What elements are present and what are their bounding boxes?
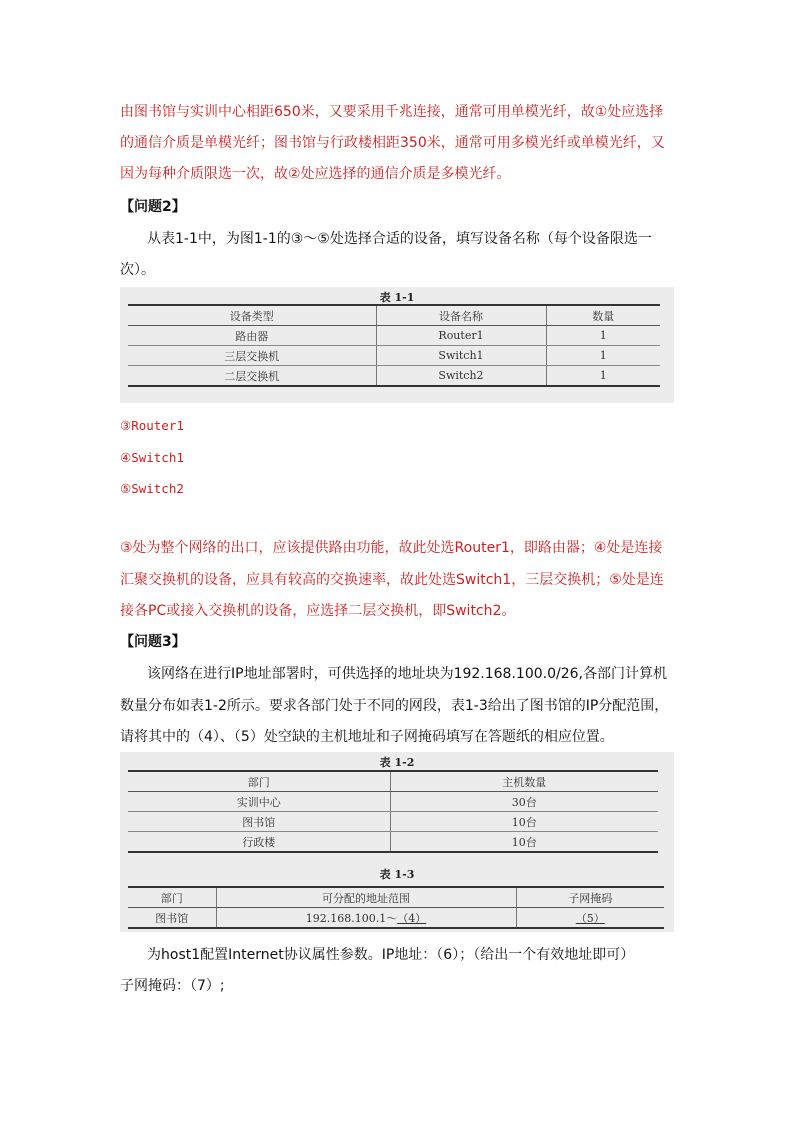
table-cell: 实训中心	[128, 792, 390, 812]
q2-explanation-line-3: 接各PC或接入交换机的设备，应选择二层交换机，即Switch2。	[120, 603, 516, 619]
answer1-line-2: 的通信介质是单模光纤；图书馆与行政楼相距350米，通常可用多模光纤或单模光纤，又	[120, 135, 665, 151]
table-1-2-caption: 表 1-2	[379, 756, 415, 769]
table-row	[128, 908, 664, 929]
table-1-2	[128, 770, 658, 853]
table-cell: Router1	[376, 326, 546, 346]
q2-heading: 【问题2】	[120, 199, 186, 215]
host1-mask-line: 子网掩码：（7）;	[120, 978, 225, 994]
q3-heading: 【问题3】	[120, 634, 186, 650]
table-cell: 30台	[390, 792, 658, 812]
blank-4: （4）	[397, 911, 427, 925]
table-1-1-header: 设备类型	[128, 305, 376, 326]
table-cell: 1	[546, 326, 660, 346]
table-cell: 1	[546, 346, 660, 366]
table-cell: 图书馆	[128, 812, 390, 832]
table-1-3-header: 部门	[128, 887, 216, 908]
answer1-line-3: 因为每种介质限选一次，故②处应选择的通信介质是多模光纤。	[120, 166, 511, 182]
table-1-1-header: 设备名称	[376, 305, 546, 326]
table-row	[128, 366, 660, 387]
table-1-1-image	[120, 287, 674, 403]
table-1-3	[128, 886, 664, 929]
table-cell: 1	[546, 366, 660, 387]
q3-line-1: 该网络在进行IP地址部署时，可供选择的地址块为192.168.100.0/26,各部门计算机	[147, 666, 667, 682]
blank-5: （5）	[575, 911, 605, 925]
table-cell: 路由器	[128, 326, 376, 346]
table-row	[128, 812, 658, 832]
q2-answer-4: ④Switch1	[120, 450, 184, 465]
subnet-mask-cell	[516, 908, 664, 929]
q2-explanation-line-2: 汇聚交换机的设备，应具有较高的交换速率，故此处选Switch1，三层交换机；⑤处是连	[120, 572, 664, 588]
q3-line-3: 请将其中的（4）、（5）处空缺的主机地址和子网掩码填写在答题纸的相应位置。	[120, 729, 614, 745]
table-1-1	[128, 304, 660, 387]
table-1-3-header: 可分配的地址范围	[216, 887, 516, 908]
address-range-cell	[216, 908, 516, 929]
answer1-line-1: 由图书馆与实训中心相距650米，又要采用千兆连接，通常可用单模光纤，故①处应选择	[120, 104, 664, 120]
q2-line-2: 次）。	[120, 262, 155, 278]
table-cell: 图书馆	[128, 908, 216, 929]
tables-1-2-1-3-image	[120, 752, 674, 932]
q3-line-2: 数量分布如表1-2所示。要求各部门处于不同的网段，表1-3给出了图书馆的IP分配范围，	[120, 698, 669, 714]
table-cell: Switch1	[376, 346, 546, 366]
table-cell: 10台	[390, 832, 658, 853]
table-row	[128, 832, 658, 853]
table-row	[128, 346, 660, 366]
table-cell: 二层交换机	[128, 366, 376, 387]
table-1-2-header: 主机数量	[390, 771, 658, 792]
q2-line-1: 从表1-1中，为图1-1的③～⑤处选择合适的设备，填写设备名称（每个设备限选一	[147, 231, 652, 247]
table-1-3-header: 子网掩码	[516, 887, 664, 908]
table-1-3-caption: 表 1-3	[379, 868, 415, 881]
q2-answer-3: ③Router1	[120, 418, 184, 433]
range-prefix: 192.168.100.1～	[305, 911, 398, 925]
q2-answer-5: ⑤Switch2	[120, 481, 184, 496]
table-cell: 三层交换机	[128, 346, 376, 366]
table-row	[128, 326, 660, 346]
table-cell: 行政楼	[128, 832, 390, 853]
host1-config-line: 为host1配置Internet协议属性参数。IP地址：（6）；（给出一个有效地址即可）	[147, 947, 635, 963]
table-cell: 10台	[390, 812, 658, 832]
table-1-2-header: 部门	[128, 771, 390, 792]
table-1-1-header: 数量	[546, 305, 660, 326]
table-row	[128, 792, 658, 812]
table-1-1-caption: 表 1-1	[379, 291, 415, 304]
q2-explanation-line-1: ③处为整个网络的出口，应该提供路由功能，故此处选Router1，即路由器；④处是连接	[120, 540, 663, 556]
table-cell: Switch2	[376, 366, 546, 387]
